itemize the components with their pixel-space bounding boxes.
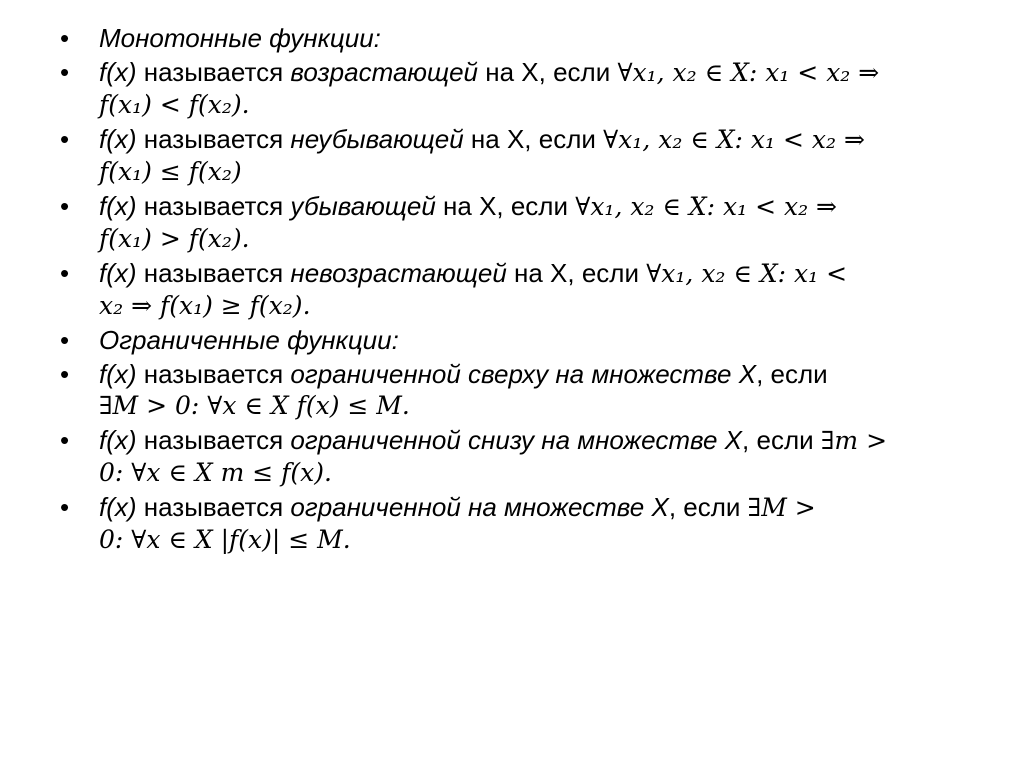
list-item-increasing <box>60 56 960 121</box>
definition-term: убывающей <box>290 191 436 221</box>
formula-line-1: ∀x₁, x₂ ∈ X: x₁ < x₂ ⇒ <box>603 125 865 154</box>
formula-line-2: f(x₁) > f(x₂). <box>99 224 250 253</box>
formula-line-1: ∀x₁, x₂ ∈ X: x₁ < x₂ ⇒ <box>575 192 838 221</box>
bullet: • <box>60 359 70 389</box>
definition-term: ограниченной на множестве X <box>290 492 669 522</box>
formula-line-1: ∃M > <box>747 493 816 522</box>
bullet: • <box>60 425 70 455</box>
definition-text: называется <box>136 191 291 221</box>
definition-text: называется <box>136 124 291 154</box>
function-symbol: f(x) <box>99 359 137 389</box>
definition-text: называется <box>136 359 291 389</box>
formula-line-2: f(x₁) ≤ f(x₂) <box>99 157 242 186</box>
definition-term: ограниченной сверху на множестве X <box>290 359 757 389</box>
definition-text: называется <box>136 492 291 522</box>
bullet: • <box>60 191 70 221</box>
formula-line-2: 0: ∀x ∈ X m ≤ f(x). <box>99 458 332 487</box>
section-heading: Ограниченные функции: <box>99 325 399 355</box>
section-heading: Монотонные функции: <box>99 23 381 53</box>
bullet: • <box>60 258 70 288</box>
list-item-non-decreasing <box>60 123 960 188</box>
list-item-bounded-heading <box>60 324 960 356</box>
definition-term: неубывающей <box>290 124 464 154</box>
definition-text: на X, если <box>506 258 647 288</box>
function-symbol: f(x) <box>99 492 137 522</box>
definition-text: называется <box>136 258 291 288</box>
definition-term: возрастающей <box>290 57 479 87</box>
bullet: • <box>60 492 70 522</box>
slide-content <box>60 22 960 558</box>
definition-term: невозрастающей <box>290 258 507 288</box>
definition-text: на X, если <box>463 124 604 154</box>
list-item-bounded-below <box>60 424 960 489</box>
definition-text: , если <box>756 359 828 389</box>
list-item-bounded-above <box>60 358 960 422</box>
list-item-decreasing <box>60 190 960 255</box>
formula-line-2: 0: ∀x ∈ X |f(x)| ≤ M. <box>99 525 351 554</box>
list-item-bounded <box>60 491 960 556</box>
function-symbol: f(x) <box>99 191 137 221</box>
function-symbol: f(x) <box>99 124 137 154</box>
list-item-non-increasing <box>60 257 960 322</box>
bullet: • <box>60 124 70 154</box>
definition-text: на X, если <box>435 191 576 221</box>
list-item-monotone-heading <box>60 22 960 54</box>
definition-text: называется <box>136 425 291 455</box>
bullet: • <box>60 23 70 53</box>
function-symbol: f(x) <box>99 57 137 87</box>
definition-text: на X, если <box>478 57 618 87</box>
definition-text: называется <box>136 57 291 87</box>
function-symbol: f(x) <box>99 425 137 455</box>
formula-line-1: ∀x₁, x₂ ∈ X: x₁ < x₂ ⇒ <box>617 58 880 87</box>
formula-line-2: x₂ ⇒ f(x₁) ≥ f(x₂). <box>99 291 311 320</box>
bullet: • <box>60 57 70 87</box>
definition-text: , если <box>668 492 748 522</box>
formula-line-2: f(x₁) < f(x₂). <box>99 90 250 119</box>
formula-line-2: ∃M > 0: ∀x ∈ X f(x) ≤ M. <box>99 391 410 420</box>
bullet: • <box>60 325 70 355</box>
definition-text: , если <box>742 425 821 455</box>
definition-term: ограниченной снизу на множестве X <box>290 425 743 455</box>
formula-line-1: ∃m > <box>820 426 888 455</box>
function-symbol: f(x) <box>99 258 137 288</box>
formula-line-1: ∀x₁, x₂ ∈ X: x₁ < <box>646 259 848 288</box>
